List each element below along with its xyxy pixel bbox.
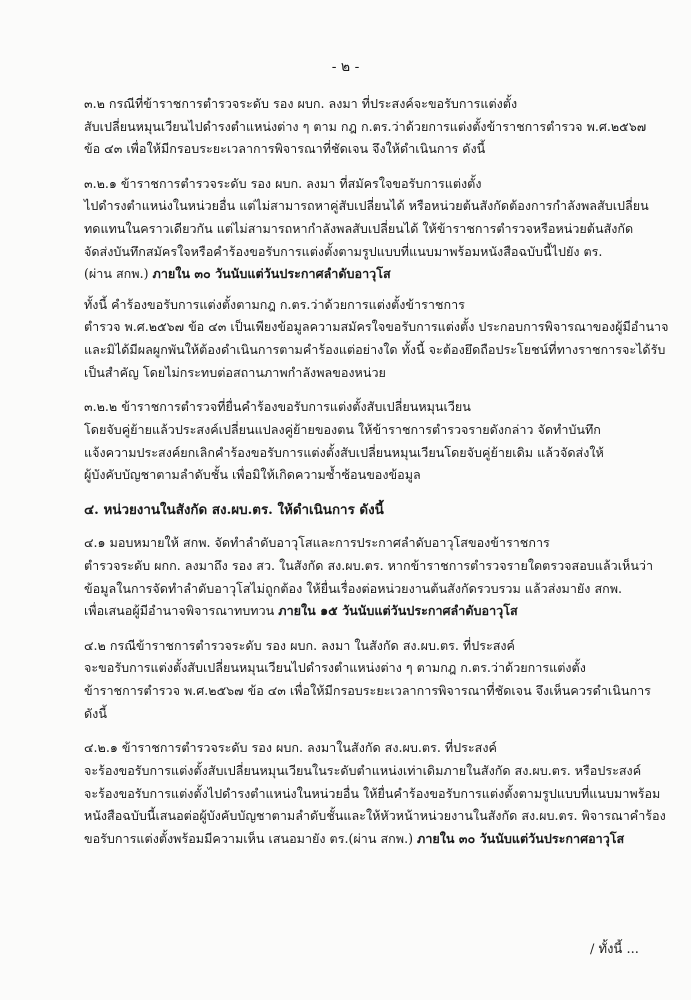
text-line: ทดแทนในคราวเดียวกัน แต่ไม่สามารถหากำลังพลสับเปลี่ยนได้ ให้ข้าราชการตำรวจหรือหน่วยต้นสังกัด <box>84 221 634 237</box>
text-line: จะร้องขอรับการแต่งตั้งสับเปลี่ยนหมุนเวียนในระดับตำแหน่งเท่าเดิมภายในสังกัด สง.ผบ.ตร. หรือประสงค์ <box>84 762 642 778</box>
text-line: เป็นสำคัญ โดยไม่กระทบต่อสถานภาพกำลังพลของหน่วย <box>84 364 386 380</box>
text-span: เพื่อเสนอผู้มีอำนาจพิจารณาทบทวน <box>84 603 279 619</box>
continuation-footer: / ทั้งนี้ ... <box>590 942 639 957</box>
text-line: ไปดำรงตำแหน่งในหน่วยอื่น แต่ไม่สามารถหาคู่สับเปลี่ยนได้ หรือหน่วยต้นสังกัดต้องการกำลังพลสับเปลี่ยน <box>84 198 649 214</box>
text-line <box>84 831 632 848</box>
text-line: หนังสือฉบับนี้เสนอต่อผู้บังคับบัญชาตามลำดับชั้นและให้หัวหน้าหน่วยงานในสังกัด สง.ผบ.ตร. พิจารณาคำร้อง <box>84 808 666 824</box>
deadline-bold: ภายใน ๓๐ วันนับแต่วันประกาศลำดับอาวุโส <box>152 266 391 282</box>
text-line: ผู้บังคับบัญชาตามลำดับชั้น เพื่อมิให้เกิดความซ้ำซ้อนของข้อมูล <box>84 467 421 483</box>
text-line: ๓.๒ กรณีที่ข้าราชการตำรวจระดับ รอง ผบก. ลงมา ที่ประสงค์จะขอรับการแต่งตั้ง <box>84 96 518 111</box>
page-number: - ๒ - <box>331 59 360 75</box>
paragraph-3-2-2 <box>84 399 632 483</box>
text-line: จะร้องขอรับการแต่งตั้งไปดำรงตำแหน่งในหน่วยอื่น ให้ยื่นคำร้องขอรับการแต่งตั้งตามรูปแบบที่แนบมาพร้อม <box>84 785 661 801</box>
paragraph-3-2 <box>84 96 647 158</box>
text-line: ข้อ ๔๓ เพื่อให้มีกรอบระยะเวลาการพิจารณาที่ชัดเจน จึงให้ดำเนินการ ดังนี้ <box>84 141 486 157</box>
text-line: แจ้งความประสงค์ยกเลิกคำร้องขอรับการแต่งตั้งสับเปลี่ยนหมุนเวียนโดยจับคู่ย้ายเดิม แล้วจัดส่งให้ <box>84 444 604 460</box>
text-line <box>84 266 632 283</box>
deadline-bold: ภายใน ๑๕ วันนับแต่วันประกาศลำดับอาวุโส <box>278 603 518 619</box>
text-line: โดยจับคู่ย้ายแล้วประสงค์เปลี่ยนแปลงคู่ย้ายของตน ให้ข้าราชการตำรวจรายดังกล่าว จัดทำบันทึก <box>84 421 601 437</box>
text-line: ข้อมูลในการจัดทำลำดับอาวุโสไม่ถูกต้อง ให้ยื่นเรื่องต่อหน่วยงานต้นสังกัดรวบรวม แล้วส่งมายัง สกพ. <box>84 580 623 596</box>
paragraph-4-2-1 <box>84 740 666 847</box>
text-line: ตำรวจ พ.ศ.๒๕๖๗ ข้อ ๔๓ เป็นเพียงข้อมูลความสมัครใจขอรับการแต่งตั้ง ประกอบการพิจารณาของผู้มีอำนาจ <box>84 319 669 335</box>
text-line <box>84 603 632 620</box>
text-line: จะขอรับการแต่งตั้งสับเปลี่ยนหมุนเวียนไปดำรงตำแหน่งต่าง ๆ ตามกฎ ก.ตร.ว่าด้วยการแต่งตั้ง <box>84 660 586 676</box>
text-line: ๔.๒ กรณีข้าราชการตำรวจระดับ รอง ผบก. ลงมา ในสังกัด สง.ผบ.ตร. ที่ประสงค์ <box>84 637 515 653</box>
text-line: ดังนี้ <box>84 705 107 721</box>
deadline-bold: ภายใน ๓๐ วันนับแต่วันประกาศอาวุโส <box>417 830 625 846</box>
text-line: สับเปลี่ยนหมุนเวียนไปดำรงตำแหน่งต่าง ๆ ตาม กฎ ก.ตร.ว่าด้วยการแต่งตั้งข้าราชการตำรวจ พ.ศ.๒๕๖๗ <box>84 118 647 134</box>
paragraph-4-1 <box>84 535 654 619</box>
text-span: (ผ่าน สกพ.) <box>84 266 153 282</box>
text-line: ทั้งนี้ คำร้องขอรับการแต่งตั้งตามกฎ ก.ตร.ว่าด้วยการแต่งตั้งข้าราชการ <box>84 296 465 312</box>
text-line: ข้าราชการตำรวจ พ.ศ.๒๕๖๗ ข้อ ๔๓ เพื่อให้มีกรอบระยะเวลาการพิจารณาที่ชัดเจน จึงเห็นควรดำเนินการ <box>84 683 651 699</box>
text-line: และมิได้มีผลผูกพันให้ต้องดำเนินการตามคำร้องแต่อย่างใด ทั้งนี้ จะต้องยึดถือประโยชน์ที่ทางราชการจะได้รับ <box>84 342 666 358</box>
text-line: ๓.๒.๑ ข้าราชการตำรวจระดับ รอง ผบก. ลงมา ที่สมัครใจขอรับการแต่งตั้ง <box>84 175 482 191</box>
paragraph-4-2 <box>84 637 651 722</box>
text-line: ๔.๑ มอบหมายให้ สกพ. จัดทำลำดับอาวุโสและการประกาศลำดับอาวุโสของข้าราชการ <box>84 535 550 551</box>
document-body <box>84 96 669 865</box>
text-line: ๓.๒.๒ ข้าราชการตำรวจที่ยื่นคำร้องขอรับการแต่งตั้งสับเปลี่ยนหมุนเวียน <box>84 399 471 415</box>
paragraph-3-2-1 <box>84 175 669 381</box>
text-line: ตำรวจระดับ ผกก. ลงมาถึง รอง สว. ในสังกัด สง.ผบ.ตร. หากข้าราชการตำรวจรายใดตรวจสอบแล้วเห็นว่า <box>84 558 654 574</box>
text-span: ขอรับการแต่งตั้งพร้อมมีความเห็น เสนอมายัง ตร.(ผ่าน สกพ.) <box>84 830 418 846</box>
section-heading-4: ๔. หน่วยงานในสังกัด สง.ผบ.ตร. ให้ดำเนินการ ดังนี้ <box>84 501 384 518</box>
text-line: จัดส่งบันทึกสมัครใจหรือคำร้องขอรับการแต่งตั้งตามรูปแบบที่แนบมาพร้อมหนังสือฉบับนี้ไปยัง ตร. <box>84 243 603 259</box>
text-line: ๔.๒.๑ ข้าราชการตำรวจระดับ รอง ผบก. ลงมาในสังกัด สง.ผบ.ตร. ที่ประสงค์ <box>84 740 497 756</box>
